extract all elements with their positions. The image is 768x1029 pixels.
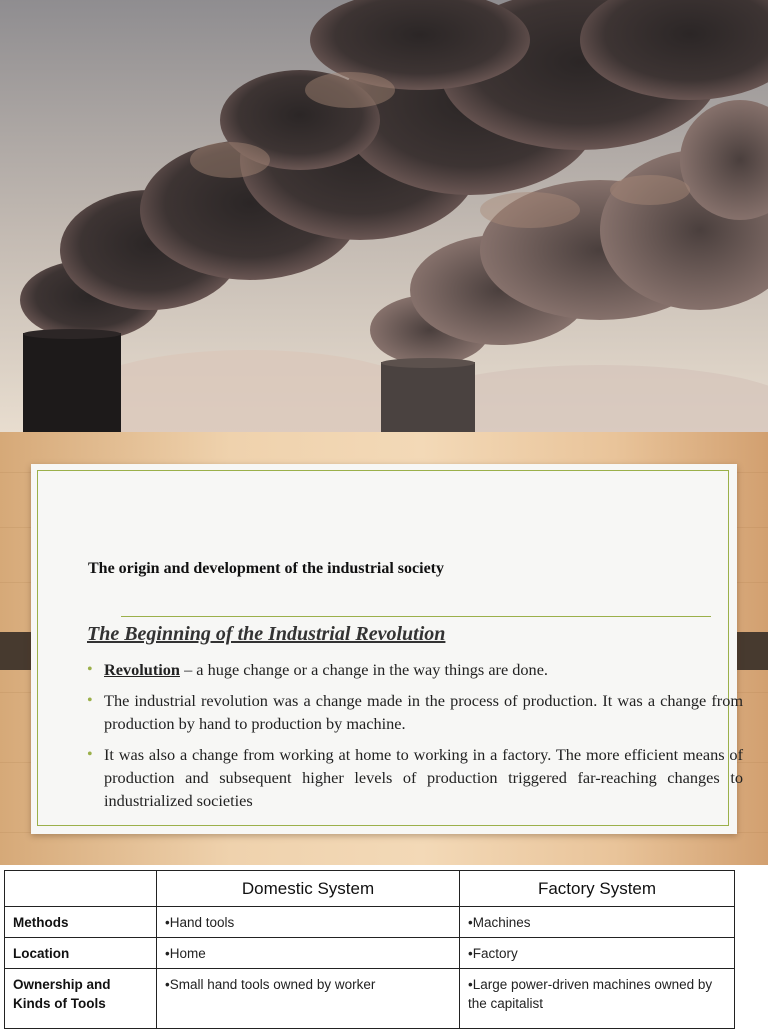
definition-text: – a huge change or a change in the way things are done. <box>180 660 548 679</box>
definition-term: Revolution <box>104 660 180 679</box>
title-divider <box>121 616 711 617</box>
table-row <box>5 938 735 969</box>
slide-title: The origin and development of the industrial society <box>88 560 445 577</box>
header-factory-system: Factory System <box>460 871 735 907</box>
row-label: Ownership and Kinds of Tools <box>5 969 157 1029</box>
section-heading: The Beginning of the Industrial Revolution <box>87 623 446 645</box>
presentation-slide <box>0 432 768 865</box>
bullet-icon: • <box>87 692 93 709</box>
table-row <box>5 907 735 938</box>
bullet-item-factory <box>87 743 743 812</box>
factory-cell: •Large power-driven machines owned by the capitalist <box>460 969 735 1029</box>
bullet-item-change <box>87 689 743 735</box>
bullet-item-definition <box>87 658 743 681</box>
left-smokestack <box>23 333 121 432</box>
comparison-table <box>4 870 735 1029</box>
domestic-cell: •Home <box>157 938 460 969</box>
row-label: Methods <box>5 907 157 938</box>
bullet-icon: • <box>87 661 93 678</box>
bullet-text: The industrial revolution was a change made in the process of production. It was a change from production by hand to production by machine. <box>104 691 743 733</box>
header-empty <box>5 871 157 907</box>
bullet-icon: • <box>87 746 93 763</box>
header-domestic-system: Domestic System <box>157 871 460 907</box>
factory-cell: •Factory <box>460 938 735 969</box>
factory-cell: •Machines <box>460 907 735 938</box>
row-label: Location <box>5 938 157 969</box>
smoke-illustration <box>0 0 768 432</box>
bullet-text: It was also a change from working at home to working in a factory. The more efficient means of production and subsequent higher levels of production triggered far-reaching changes to industrialized societies <box>104 745 743 810</box>
domestic-cell: •Small hand tools owned by worker <box>157 969 460 1029</box>
bullet-list <box>87 658 743 820</box>
domestic-cell: •Hand tools <box>157 907 460 938</box>
table-header-row <box>5 871 735 907</box>
slide-card <box>31 464 743 834</box>
table-row <box>5 969 735 1029</box>
smokestack-pollution-photo <box>0 0 768 432</box>
right-smokestack <box>381 362 475 432</box>
